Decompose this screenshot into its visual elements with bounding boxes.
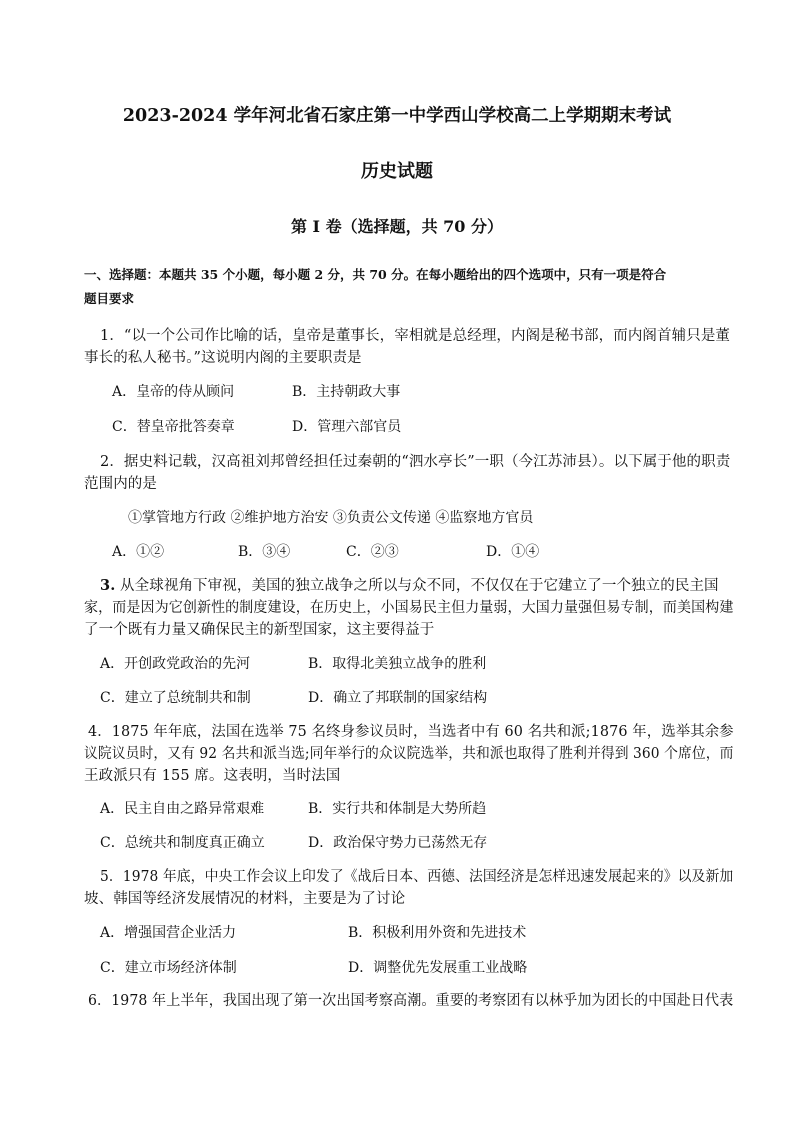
question-2-option-c: C．②③ (346, 544, 399, 560)
question-1-option-c: C．替皇帝批答奏章 (112, 419, 235, 435)
question-1-option-d: D．管理六部官员 (292, 419, 402, 435)
question-5-option-a: A．增强国营企业活力 (100, 925, 237, 941)
question-1-option-b: B．主持朝政大事 (292, 384, 401, 400)
question-5-line1: 5．1978 年底，中央工作会议上印发了《战后日本、西德、法国经济是怎样迅速发展起来的》以及新加 (100, 869, 734, 885)
question-3-line2: 家，而是因为它创新性的制度建设，在历史上，小国易民主但力量弱，大国力量强但易专制，而美国构建 (84, 600, 734, 616)
question-3-line1 (100, 576, 719, 596)
question-3-option-c: C．建立了总统制共和制 (100, 690, 251, 706)
question-2-option-d: D．①④ (486, 544, 540, 560)
question-2-line2: 范围内的是 (84, 476, 157, 492)
question-6-line1: 6．1978 年上半年，我国出现了第一次出国考察高潮。重要的考察团有以林乎加为团长的中国赴日代表 (88, 993, 734, 1009)
question-1-option-a: A．皇帝的侍从顾问 (112, 384, 235, 400)
question-3-option-a: A．开创政党政治的先河 (100, 656, 251, 672)
question-3-option-d: D．确立了邦联制的国家结构 (308, 690, 488, 706)
question-2-statements: ①掌管地方行政 ②维护地方治安 ③负责公文传递 ④监察地方官员 (128, 510, 534, 526)
question-1-line2: 事长的私人秘书。”这说明内阁的主要职责是 (84, 350, 362, 366)
question-5-option-b: B．积极利用外资和先进技术 (348, 925, 527, 941)
question-3-option-b: B．取得北美独立战争的胜利 (308, 656, 487, 672)
section-instruction-line1: 一、选择题：本题共 35 个小题，每小题 2 分，共 70 分。在每小题给出的四个选项中，只有一项是符合 (84, 267, 667, 282)
question-4-option-c: C．总统共和制度真正确立 (100, 835, 265, 851)
question-2-option-a: A．①② (112, 544, 165, 560)
question-3-number: 3. (100, 577, 116, 594)
question-3-line3: 了一个既有力量又确保民主的新型国家，这主要得益于 (84, 622, 435, 638)
question-5-line2: 坡、韩国等经济发展情况的材料，主要是为了讨论 (84, 891, 406, 907)
question-4-line2: 议院议员时，又有 92 名共和派当选;同年举行的众议院选举，共和派也取得了胜利并得到 360 个席位，而 (84, 746, 734, 762)
question-5-option-d: D．调整优先发展重工业战略 (348, 960, 528, 976)
question-4-line1: 4．1875 年年底，法国在选举 75 名终身参议员时，当选者中有 60 名共和派;1876 年，选举其余参 (88, 724, 734, 740)
volume-title: 第 I 卷（选择题，共 70 分） (290, 217, 504, 236)
question-5-option-c: C．建立市场经济体制 (100, 960, 237, 976)
section-instruction-line2: 题目要求 (84, 291, 135, 306)
question-4-option-d: D．政治保守势力已荡然无存 (308, 835, 488, 851)
exam-title: 2023-2024 学年河北省石家庄第一中学西山学校高二上学期期末考试 (122, 106, 672, 126)
question-4-option-a: A．民主自由之路异常艰难 (100, 801, 265, 817)
question-2-option-b: B．③④ (238, 544, 291, 560)
question-2-line1: 2．据史料记载，汉高祖刘邦曾经担任过秦朝的“泗水亭长”一职（今江苏沛县）。以下属于他的职责 (100, 454, 731, 470)
question-3-text: 从全球视角下审视，美国的独立战争之所以与众不同，不仅仅在于它建立了一个独立的民主国 (115, 578, 719, 594)
subject-title: 历史试题 (361, 161, 433, 182)
question-4-option-b: B．实行共和体制是大势所趋 (308, 801, 487, 817)
question-1-line1: 1．“以一个公司作比喻的话，皇帝是董事长，宰相就是总经理，内阁是秘书部，而内阁首辅只是董 (100, 328, 731, 344)
question-4-line3: 王政派只有 155 席。这表明，当时法国 (84, 768, 341, 784)
